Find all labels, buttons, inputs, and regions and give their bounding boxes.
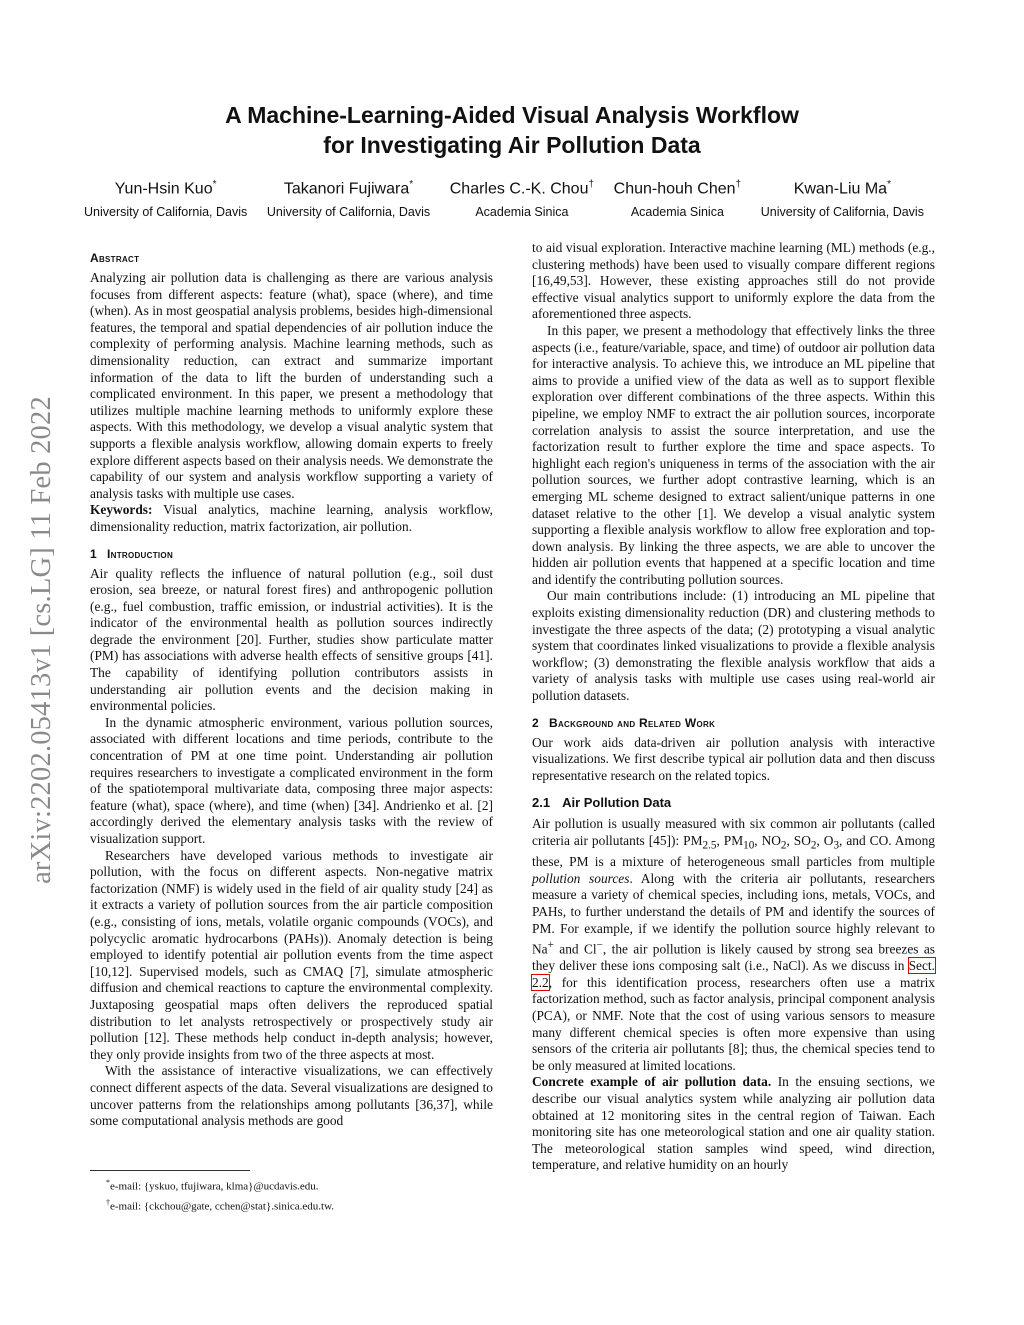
- author-affiliation: University of California, Davis: [760, 205, 924, 220]
- subsection-heading-air-pollution-data: 2.1 Air Pollution Data: [532, 795, 672, 811]
- section-heading-introduction: 1 Introduction: [90, 546, 174, 561]
- keywords-text: Visual analytics, machine learning, analysis workflow, dimensionality reduction, matrix factorization, air pollution.: [90, 502, 493, 534]
- intro-paragraph: With the assistance of interactive visualizations, we can effectively connect different aspects of the data. Several visualizations are designed to uncover patterns from the relationships among pollutants [36,37], while some computational analysis methods are good: [90, 1063, 493, 1129]
- keywords-label: Keywords:: [90, 502, 153, 518]
- title-line-2: for Investigating Air Pollution Data: [323, 132, 701, 158]
- footnotes: [90, 1170, 493, 1214]
- intro-paragraph: Researchers have developed various methods to investigate air pollution, with the focus on different aspects. Non-negative matrix factorization (NMF) is widely used in the field of air quality study [24] as it extracts a variety of pollution sources from the air particle composition (e.g., consisting of ions, metals, volatile organic compounds (VOCs), and polycyclic aromatic hydrocarbons (PAHs)). Anomaly detection is being employed to identify potential air pollution events from the time aspect [10,12]. Supervised models, such as CMAQ [7], simulate atmospheric diffusion and chemical reactions to capture the environmental complexity. Juxtaposing geospatial maps often delivers the reproduced spatial distribution to let analysts retrospectively or prospectively study air pollution [12]. These methods help conduct in-depth analysis; however, they only provide insights from two of the three aspects at most.: [90, 847, 493, 1062]
- author: [450, 175, 594, 221]
- right-column: [532, 240, 935, 1174]
- author-name: Takanori Fujiwara: [283, 180, 410, 198]
- intro-paragraph: Our main contributions include: (1) introducing an ML pipeline that exploits existing dimensionality reduction (DR) and clustering methods to investigate the three aspects of the data; (2) prototyping a visual analytic system that coordinates linked visualizations to provide a flexible analysis workflow; (3) demonstrating the flexible analysis workflow that aids a variety of analysis tasks with multiple use cases using real-world air pollution datasets.: [532, 588, 935, 704]
- author-name: Yun-Hsin Kuo: [114, 180, 213, 198]
- footnote: *e-mail: {yskuo, tfujiwara, klma}@ucdavis.edu.: [106, 1178, 319, 1193]
- author-mark: *: [887, 179, 891, 190]
- left-column: [90, 240, 493, 1130]
- paper-title: [0, 100, 1024, 160]
- author-mark: *: [409, 179, 414, 190]
- footnote-rule: [90, 1170, 250, 1171]
- keywords: [90, 502, 493, 535]
- intro-paragraph: Air quality reflects the influence of natural pollution (e.g., soil dust erosion, sea breeze, or natural forest fires) and anthropogenic pollution (e.g., fuel combustion, traffic emission, or industrial activities). It is the indicator of the environmental health as pollution sources indirectly degrade the environment [20]. Further, studies show particulate matter (PM) has associations with adverse health effects of sensitive groups [41]. The capability of identifying pollution contributors assists in understanding air pollution events and the decision making in environmental policies.: [90, 565, 493, 714]
- abstract-text: Analyzing air pollution data is challenging as there are various analysis focuses from different aspects: feature (what), space (where), and time (when). As in most geospatial analysis problems, besides high-dimensional features, the temporal and spatial dependencies of air pollution induce the complexity of performing analysis. Machine learning methods, such as dimensionality reduction, can extract and summarize important information of the data to lift the burden of understanding such a complicated environment. In this paper, we present a methodology that utilizes multiple machine learning methods to uniformly explore these aspects. With this methodology, we develop a visual analytic system that supports a flexible analysis workflow, allowing domain experts to freely explore different aspects based on their analysis needs. We demonstrate the capability of our system and analysis workflow supporting a variety of analysis tasks with multiple use cases.: [90, 270, 493, 501]
- author-name: Chun-houh Chen: [613, 180, 736, 198]
- author-affiliation: University of California, Davis: [266, 205, 431, 220]
- abstract-heading: Abstract: [90, 251, 140, 265]
- section-heading-background: 2 Background and Related Work: [532, 715, 716, 730]
- author-mark: *: [212, 179, 217, 190]
- author-name: Kwan-Liu Ma: [793, 180, 888, 198]
- intro-paragraph: In this paper, we present a methodology that effectively links the three aspects (i.e., feature/variable, space, and time) of outdoor air pollution data for interactive analysis. To achieve this, we introduce an ML pipeline that aims to provide a unified view of the data as well as to support flexible exploration over different combinations of the three aspects. Within this pipeline, we employ NMF to extract the air pollution sources, incorporate correlation analysis to assist the source interpretation, and use the factorization result to further explore the time and space aspects. To highlight each region's uniqueness in terms of the association with the air pollution sources, we further adopt contrastive learning, which is an emerging ML scheme designed to extract salient/unique patterns in one dataset relative to the other [1]. We develop a visual analytic system supporting a flexible analysis workflow to allow free exploration and top-down analysis. By linking the three aspects, we are able to uncover the hidden air pollution events that happened at a specific location and time and identify the contributing pollution sources.: [532, 322, 935, 587]
- arxiv-identifier: [26, 340, 58, 940]
- section-link[interactable]: Sect. 2.2: [532, 958, 935, 990]
- title-line-1: A Machine-Learning-Aided Visual Analysis Workflow: [225, 102, 799, 128]
- intro-paragraph-continued: to aid visual exploration. Interactive machine learning (ML) methods (e.g., clustering methods) have been used to visually compare different regions [16,49,53]. However, these existing approaches still do not provide effective visual analytics support to uniformly explore the data from the aforementioned three aspects.: [532, 240, 935, 322]
- author-affiliation: Academia Sinica: [630, 205, 724, 220]
- background-paragraph: Our work aids data-driven air pollution analysis with interactive visualizations. We first describe typical air pollution data and then discuss representative research on the related topics.: [532, 734, 935, 783]
- author-mark: †: [588, 179, 595, 190]
- footnote: †e-mail: {ckchou@gate, cchen@stat}.sinica.edu.tw.: [106, 1197, 335, 1213]
- author-affiliation: Academia Sinica: [475, 205, 569, 220]
- author: [761, 175, 924, 221]
- author-mark: †: [735, 179, 742, 190]
- air-pollution-paragraph: Air pollution is usually measured with six common air pollutants (called criteria air pollutants [45]): $PM_{2.5}$, $PM_{10}$, $NO_2$, $SO_2$, $O_3$, and CO. Among these, PM is a mixture of heterogeneous small particles from multiple pollution sources. Along with the criteria air pollutants, researchers measure a variety of chemical species, including ions, metals, VOCs, and PAHs, to further understand the details of PM and identify the sources of PM. For example, if we identify the pollution source highly relevant to Na+ and Cl−, the air pollution is likely caused by strong sea breezes as they deliver these ions composing salt (i.e., NaCl). As we discuss in Sect. 2.2, for this identification process, researchers often use a matrix factorization method, such as factor analysis, principal component analysis (PCA), or NMF. Note that the cost of using various sensors to measure many different chemical species is often more expensive than using sensors of the criteria air pollutants [8]; thus, the chemical species tend to be only measured at limited locations.: [532, 816, 935, 1073]
- author-name: Charles C.-K. Chou: [449, 180, 589, 198]
- arxiv-identifier-text: arXiv:2202.05413v1 [cs.LG] 11 Feb 2022: [26, 396, 58, 884]
- author: [84, 175, 247, 221]
- concrete-example-paragraph: Concrete example of air pollution data. In the ensuing sections, we describe our visual analytics system while analyzing air pollution data obtained at 12 monitoring sites in the central region of Taiwan. Each monitoring site has one meteorological station and one air quality station. The meteorological station samples wind speed, wind direction, temperature, and relative humidity on an hourly: [532, 1074, 935, 1173]
- author-list: [84, 175, 924, 221]
- author: [267, 175, 430, 221]
- intro-paragraph: In the dynamic atmospheric environment, various pollution sources, associated with different locations and time periods, contribute to the concentration of PM at one time point. Understanding air pollution requires researchers to investigate a complicated environment in the form of the spatiotemporal multivariate data, composing three major aspects: feature (what), space (where), and time (when) [34]. Andrienko et al. [2] accordingly derived the elementary analysis tasks with the review of visualization support.: [90, 714, 493, 846]
- author-affiliation: University of California, Davis: [84, 205, 248, 220]
- author: [614, 175, 741, 221]
